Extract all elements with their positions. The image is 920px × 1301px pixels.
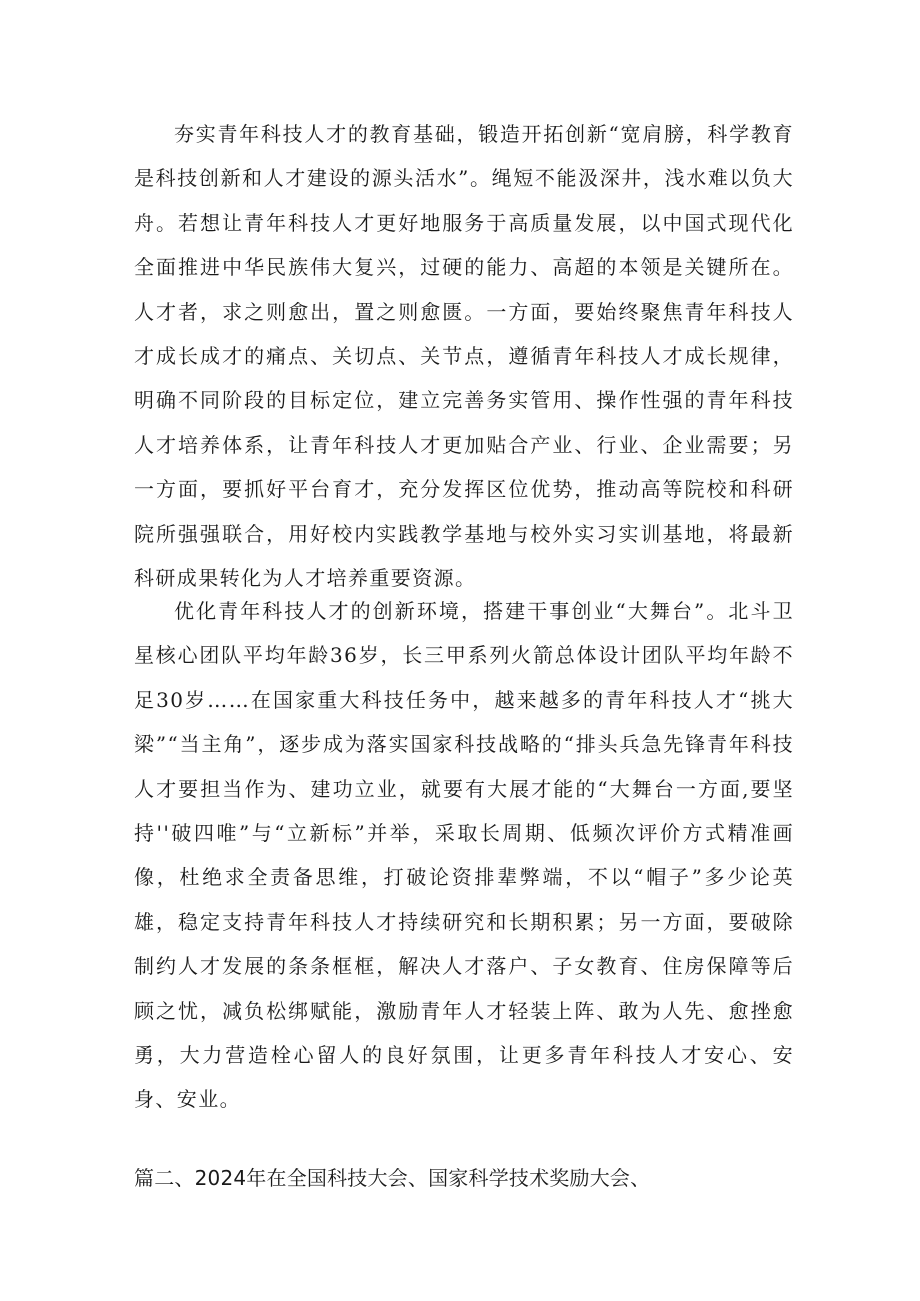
section-heading: 篇二、2024年在全国科技大会、国家科学技术奖励大会、 (134, 1166, 651, 1190)
body-paragraph-education: 夯实青年科技人才的教育基础，锻造开拓创新“宽肩膀，科学教育是科技创新和人才建设的源头活水”。绳短不能汲深井，浅水难以负大舟。若想让青年科技人才更好地服务于高质量发展，以中国式现代化全面推进中华民族伟大复兴，过硬的能力、高超的本领是关键所在。人才者，求之则愈出，置之则愈匮。一方面，要始终聚焦青年科技人才成长成才的痛点、关切点、关节点，遵循青年科技人才成长规律，明确不同阶段的目标定位，建立完善务实管用、操作性强的青年科技人才培养体系，让青年科技人才更加贴合产业、行业、企业需要；另一方面，要抓好平台育才，充分发挥区位优势，推动高等院校和科研院所强强联合，用好校内实践教学基地与校外实习实训基地，将最新科研成果转化为人才培养重要资源。 (134, 122, 794, 591)
body-paragraph-innovation-environment: 优化青年科技人才的创新环境，搭建干事创业“大舞台”。北斗卫星核心团队平均年龄36岁，长三甲系列火箭总体设计团队平均年龄不足30岁……在国家重大科技任务中，越来越多的青年科技人才“挑大梁”“当主角”，逐步成为落实国家科技战略的“排头兵急先锋青年科技人才要担当作为、建功立业，就要有大展才能的“大舞台一方面,要坚持''破四唯”与“立新标”并举，采取长周期、低频次评价方式精准画像，杜绝求全责备思维，打破论资排辈弊端，不以“帽子”多少论英雄，稳定支持青年科技人才持续研究和长期积累；另一方面，要破除制约人才发展的条条框框，解决人才落户、子女教育、住房保障等后顾之忧，减负松绑赋能，激励青年人才轻装上阵、敢为人先、愈挫愈勇，大力营造栓心留人的良好氛围，让更多青年科技人才安心、安身、安业。 (134, 599, 794, 1112)
